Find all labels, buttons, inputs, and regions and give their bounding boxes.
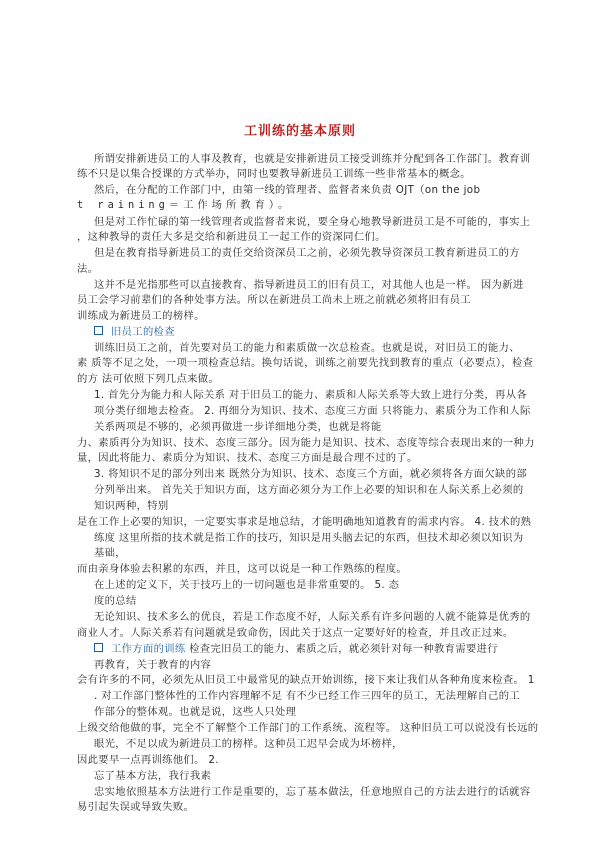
text-line: 练度 这里所指的技术就是指工作的技巧，知识是用头脑去记的东西，但技术却必须以知识为 xyxy=(94,532,524,544)
text-line: 忘了基本方法，我行我素 xyxy=(94,770,212,782)
section-heading xyxy=(94,326,175,339)
text-line: 易引起失误或导致失败。 xyxy=(77,801,195,813)
text-line: t raining＝工作场所教育）。 xyxy=(77,199,293,211)
text-line: 商业人才。人际关系若有问题就是致命伤，因此关于这点一定要好好的检查，并且改正过来。 xyxy=(77,627,514,639)
text-line: 再教育，关于教育的内容 xyxy=(94,659,212,671)
text-line: 量，因此将能力、素质分为知识、技术、态度三方面是最合理不过的了。 xyxy=(77,452,418,464)
text-line: 无论知识、技术多么的优良，若是工作态度不好，人际关系有许多问题的人就不能算是优秀的 xyxy=(94,611,531,623)
text-line: 素 质等不足之处，一项一项检查总结。换句话说，训练之前要先找到教育的重点（必要点），检查 xyxy=(77,357,534,369)
text-line: 知识两种，特别 xyxy=(94,500,169,512)
text-line: 员工会学习前辈们的各种处事方法。所以在新进员工尚未上班之前就必须将旧有员工 xyxy=(77,294,471,306)
text-line: 1. 首先分为能力和人际关系 对于旧员工的能力、素质和人际关系等大致上进行分类，再从各 xyxy=(94,389,527,401)
text-line: 训练成为新进员工的榜样。 xyxy=(77,310,205,322)
text-line: 眼光，不足以成为新进员工的榜样。这种员工迟早会成为坏榜样， xyxy=(94,738,403,750)
checkbox-square-icon xyxy=(94,643,103,652)
section-heading-text: 旧员工的检查 xyxy=(111,326,175,338)
text-line: 3. 将知识不足的部分列出来 既然分为知识、技术、态度三个方面，就必须将各方面欠缺的部 xyxy=(94,468,527,480)
page-title: 工训练的基本原则 xyxy=(243,124,356,139)
text-line: 度的总结 xyxy=(94,595,137,607)
text-line: 关系两项是不够的，必须再做进一步详细地分类，也就是将能 xyxy=(94,421,382,433)
text-line: 作部分的整体观。也就是说，这些人只处理 xyxy=(94,706,297,718)
text-line: 训练旧员工之前，首先要对员工的能力和素质做一次总检查。也就是说，对旧员工的能力、 xyxy=(94,342,520,354)
section-heading-line xyxy=(94,643,498,656)
text-line: 力、素质再分为知识、技术、态度三部分。因为能力是知识、技术、态度等综合表现出来的一种力 xyxy=(77,437,535,449)
text-line: 的方 法可依照下列几点来做。 xyxy=(77,373,220,385)
text-line: 但是在教育指导新进员工的责任交给资深员工之前，必须先教导资深员工教育新进员工的方 xyxy=(94,247,520,259)
text-line: 因此要早一点再训练他们。 2. xyxy=(77,754,219,766)
text-line: 这并不是光指那些可以直接教育、指导新进员工的旧有员工，对其他人也是一样。 因为新进 xyxy=(94,279,524,291)
text-line: 分列举出来。 首先关于知识方面，这方面必须分为工作上必要的知识和在人际关系上必须的 xyxy=(94,484,524,496)
text-inline: 检查完旧员工的能力、素质之后，就必须针对每一种教育需要进行 xyxy=(185,643,498,655)
text-line: 项分类仔细地去检查。 2. 再细分为知识、技术、态度三方面 只将能力、素质分为工作和人际 xyxy=(94,405,531,417)
section-heading-text: 工作方面的训练 xyxy=(111,643,186,655)
text-line: 会有许多的不同，必须先从旧员工中最常见的缺点开始训练，接下来让我们从各种角度来检查。 1 xyxy=(77,674,535,686)
text-line: 而由亲身体验去积累的东西，并且，这可以说是一种工作熟练的程度。 xyxy=(77,563,408,575)
text-line: 基础， xyxy=(94,547,126,559)
text-line: 在上述的定义下，关于技巧上的一切问题也是非常重要的。 5. 态 xyxy=(94,579,400,591)
text-line: 练不只是以集合授课的方式举办，同时也要教导新进员工训练一些非常基本的概念。 xyxy=(77,168,471,180)
text-line: ，这种教导的责任大多是交给和新进员工一起工作的资深同仁们。 xyxy=(77,231,386,243)
text-line: 但是对工作忙碌的第一线管理者或监督者来说，要全身心地教导新进员工是不可能的，事实上 xyxy=(94,216,531,228)
text-line: 忠实地依照基本方法进行工作是重要的，忘了基本做法，任意地照自己的方法去进行的话就容 xyxy=(94,786,531,798)
text-line: 上级交给他做的事，完全不了解整个工作部门的工作系统、流程等。 这种旧员工可以说没有长远的 xyxy=(77,722,539,734)
text-line: 然后，在分配的工作部门中，由第一线的管理者、监督者来负责 OJT（on the job xyxy=(94,184,481,196)
text-line: 法。 xyxy=(77,263,99,275)
checkbox-square-icon xyxy=(94,326,103,335)
text-line: 是在工作上必要的知识，一定要实事求是地总结，才能明确地知道教育的需求内容。 4. 技术的熟 xyxy=(77,516,532,528)
text-line: . 对工作部门整体性的工作内容理解不足 有不少已经工作三四年的员工，无法理解自己的工 xyxy=(94,690,521,702)
text-line: 所谓安排新进员工的人事及教育，也就是安排新进员工接受训练并分配到各工作部门。教育训 xyxy=(94,153,531,165)
